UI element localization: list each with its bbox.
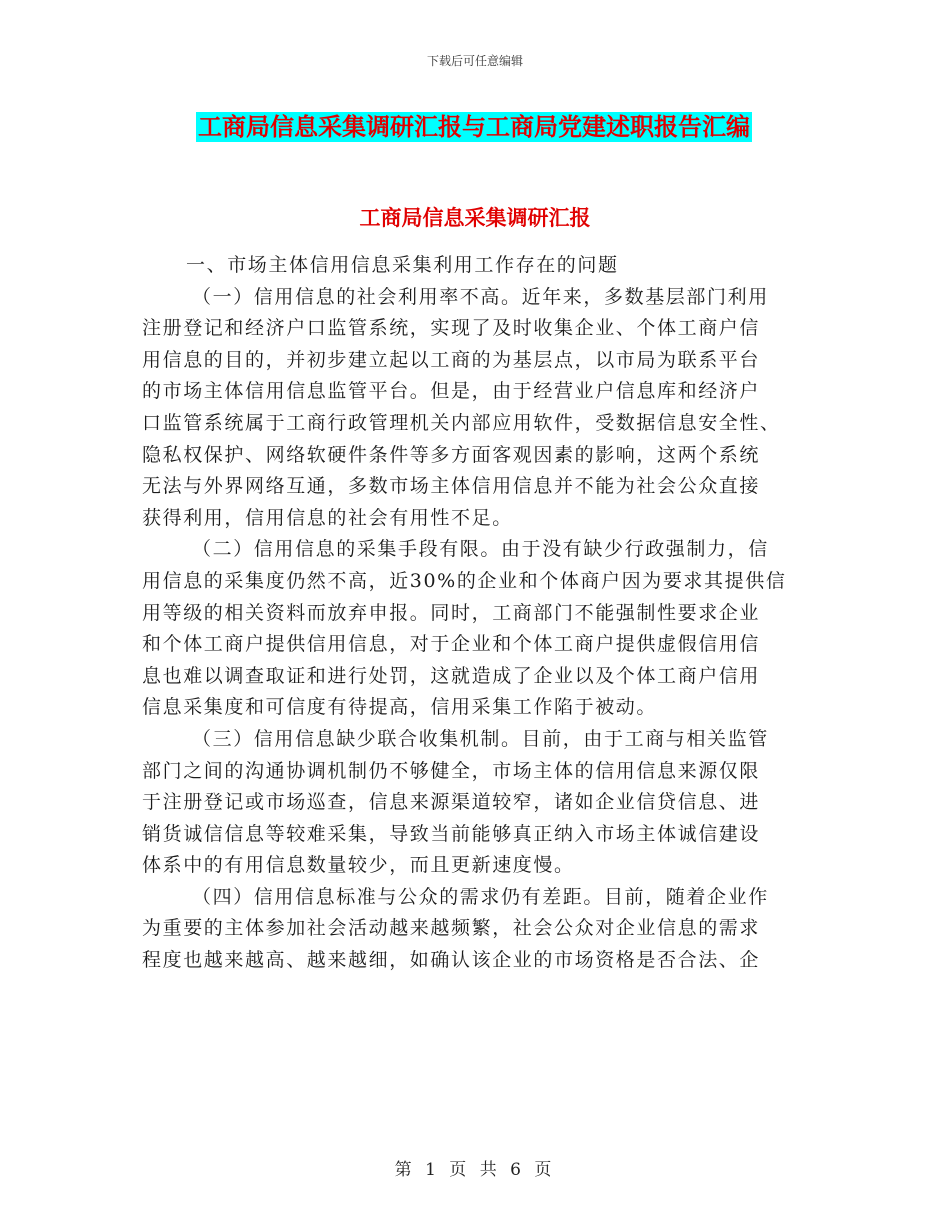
paragraph-line: 口监管系统属于工商行政管理机关内部应用软件，受数据信息安全性、 xyxy=(142,411,781,434)
paragraph-line: 隐私权保护、网络软硬件条件等多方面客观因素的影响，这两个系统 xyxy=(142,443,761,466)
paragraph-line: 用等级的相关资料而放弃申报。同时，工商部门不能强制性要求企业 xyxy=(142,601,761,624)
paragraph-line: 的市场主体信用信息监管平台。但是，由于经营业户信息库和经济户 xyxy=(142,380,761,403)
paragraph-line: 程度也越来越高、越来越细，如确认该企业的市场资格是否合法、企 xyxy=(142,949,761,972)
paragraph-line: （四）信用信息标准与公众的需求仍有差距。目前，随着企业作 xyxy=(192,885,769,908)
paragraph-line: （一）信用信息的社会利用率不高。近年来，多数基层部门利用 xyxy=(192,285,769,308)
header-note: 下载后可任意编辑 xyxy=(426,54,523,68)
paragraph-line: 和个体工商户提供信用信息，对于企业和个体工商户提供虚假信用信 xyxy=(142,633,761,656)
paragraph-line: 获得利用，信用信息的社会有用性不足。 xyxy=(142,506,513,529)
paragraph-line: 用信息的目的，并初步建立起以工商的为基层点，以市局为联系平台 xyxy=(142,348,761,371)
section-title: 工商局信息采集调研汇报 xyxy=(359,205,591,230)
paragraph-line: 息也难以调查取证和进行处罚，这就造成了企业以及个体工商户信用 xyxy=(142,664,761,687)
heading-line: 一、市场主体信用信息采集利用工作存在的问题 xyxy=(186,254,619,276)
body-text xyxy=(142,250,810,977)
paragraph-line: （二）信用信息的采集手段有限。由于没有缺少行政强制力，信 xyxy=(192,538,769,561)
paragraph-line: 部门之间的沟通协调机制仍不够健全，市场主体的信用信息来源仅限 xyxy=(142,759,761,782)
page-number: 第 1 页 共 6 页 xyxy=(394,1160,556,1180)
document-title: 工商局信息采集调研汇报与工商局党建述职报告汇编 xyxy=(198,112,750,141)
paragraph-line: 销货诚信信息等较难采集，导致当前能够真正纳入市场主体诚信建设 xyxy=(142,822,761,845)
paragraph-line: 为重要的主体参加社会活动越来越频繁，社会公众对企业信息的需求 xyxy=(142,917,761,940)
paragraph-line: 于注册登记或市场巡查，信息来源渠道较窄，诸如企业信贷信息、进 xyxy=(142,791,761,814)
paragraph-line: 注册登记和经济户口监管系统，实现了及时收集企业、个体工商户信 xyxy=(142,317,761,340)
paragraph-line: 体系中的有用信息数量较少，而且更新速度慢。 xyxy=(142,854,575,877)
paragraph-line: 信息采集度和可信度有待提高，信用采集工作陷于被动。 xyxy=(142,696,658,719)
paragraph-line: 无法与外界网络互通，多数市场主体信用信息并不能为社会公众直接 xyxy=(142,475,761,498)
paragraph-line: （三）信用信息缺少联合收集机制。目前，由于工商与相关监管 xyxy=(192,727,769,750)
paragraph-line: 用信息的采集度仍然不高，近30%的企业和个体商户因为要求其提供信 xyxy=(142,569,787,592)
